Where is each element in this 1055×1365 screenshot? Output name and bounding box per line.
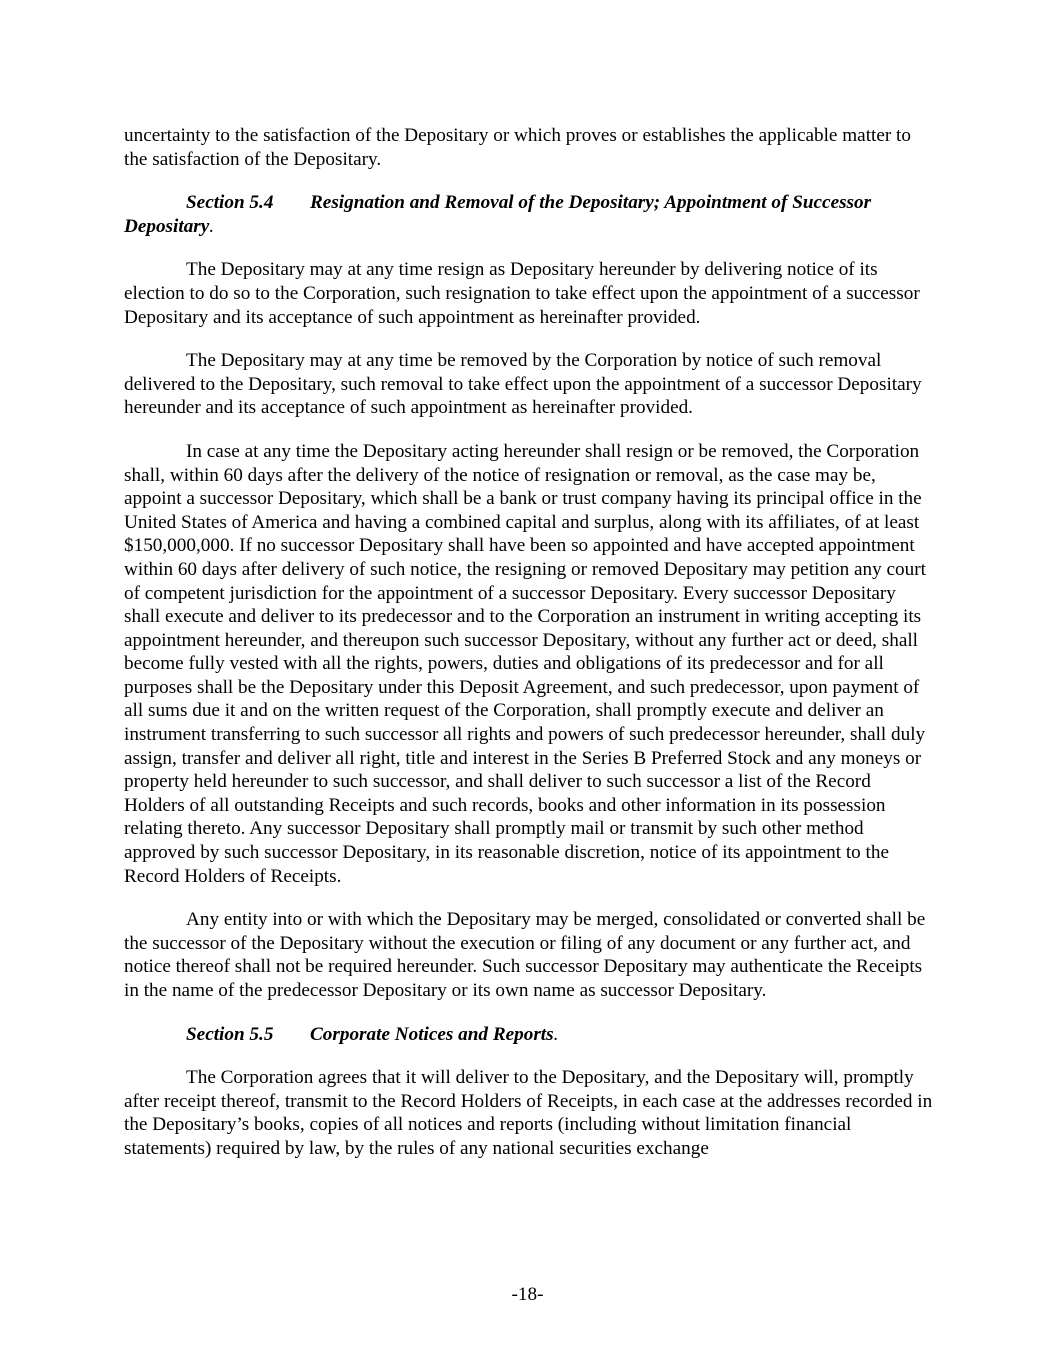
removal-paragraph: The Depositary may at any time be removed by the Corporation by notice of such removal delivered to the Depositary, such removal to take effect upon the appointment of a successor Depositary hereunder and its acceptance of such appointment as hereinafter provided. [124,350,922,419]
section-5-5-period: . [553,1023,559,1045]
resignation-paragraph: The Depositary may at any time resign as Depositary hereunder by delivering notice of its election to do so to the Corporation, such resignation to take effect upon the appointment of a successor Depositary and its acceptance of such appointment as hereinafter provided. [124,259,920,328]
merger-paragraph: Any entity into or with which the Depositary may be merged, consolidated or converted shall be the successor of the Depositary without the execution or filing of any document or any further act, and notice thereof shall not be required hereunder. Such successor Depositary may authenticate the Receipts in the name of the predecessor Depositary or its own name as successor Depositary. [124,909,926,1001]
section-5-4-period: . [209,215,215,237]
document-page [124,124,936,1181]
section-5-5-heading [124,1023,936,1047]
section-5-5-title: Corporate Notices and Reports [310,1023,554,1045]
continuation-paragraph: uncertainty to the satisfaction of the Depositary or which proves or establishes the applicable matter to the satisfaction of the Depositary. [124,125,911,170]
section-5-5-number: Section 5.5 [186,1023,274,1045]
section-5-4-number: Section 5.4 [186,192,274,214]
successor-appointment-paragraph: In case at any time the Depositary acting hereunder shall resign or be removed, the Corporation shall, within 60 days after the delivery of the notice of resignation or removal, as the case may be, appoint a successor Depositary, which shall be a bank or trust company having its principal office in the United States of America and having a combined capital and surplus, along with its affiliates, of at least $150,000,000. If no successor Depositary shall have been so appointed and have accepted appointment within 60 days after delivery of such notice, the resigning or removed Depositary may petition any court of competent jurisdiction for the appointment of a successor Depositary. Every successor Depositary shall execute and deliver to its predecessor and to the Corporation an instrument in writing accepting its appointment hereunder, and thereupon such successor Depositary, without any further act or deed, shall become fully vested with all the rights, powers, duties and obligations of its predecessor and for all purposes shall be the Depositary under this Deposit Agreement, and such predecessor, upon payment of all sums due it and on the written request of the Corporation, shall promptly execute and deliver an instrument transferring to such successor all rights and powers of such predecessor hereunder, shall duly assign, transfer and deliver all right, title and interest in the Series B Preferred Stock and any moneys or property held hereunder to such successor, and shall deliver to such successor a list of the Record Holders of all outstanding Receipts and such records, books and other information in its possession relating thereto. Any successor Depositary shall promptly mail or transmit by such other method approved by such successor Depositary, in its reasonable discretion, notice of its appointment to the Record Holders of Receipts. [124,440,926,887]
section-5-4-title: Resignation and Removal of the Depositary; Appointment of Successor Depositary [124,192,872,237]
corporate-notices-paragraph: The Corporation agrees that it will deliver to the Depositary, and the Depositary will, promptly after receipt thereof, transmit to the Record Holders of Receipts, in each case at the addresses recorded in the Depositary’s books, copies of all notices and reports (including without limitation financial statements) required by law, by the rules of any national securities exchange [124,1067,933,1159]
section-5-4-heading [124,191,936,238]
page-number: -18- [511,1284,544,1305]
